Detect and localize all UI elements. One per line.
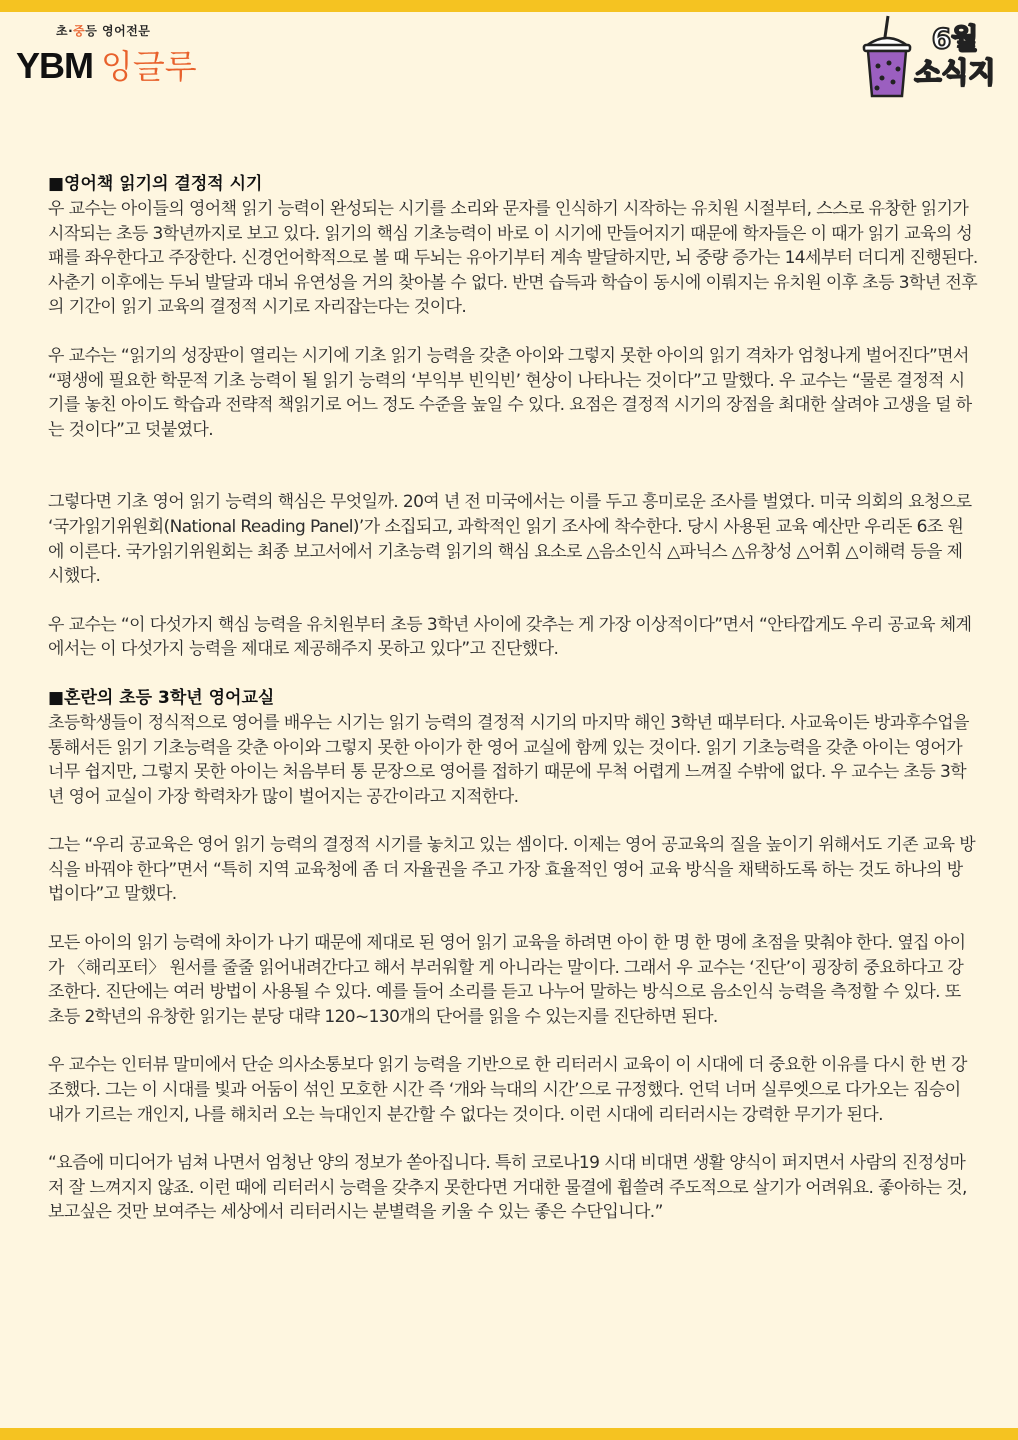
ybm-english-logo	[16, 22, 197, 88]
top-accent-bar	[0, 0, 1018, 12]
badge-text	[912, 22, 998, 90]
article-paragraph: 모든 아이의 읽기 능력에 차이가 나기 때문에 제대로 된 영어 읽기 교육을 하려면 아이 한 명 한 명에 초점을 맞춰야 한다. 옆집 아이가 〈해리포터〉 원서를 줄줄 읽어내려간다고 해서 부러워할 게 아니라는 말이다. 그래서 우 교수는 ‘진단’이 굉장히 중요하다고 강조한다. 진단에는 여러 방법이 사용될 수 있다. 예를 들어 소리를 듣고 나누어 말하는 방식으로 음소인식 능력을 측정할 수 있다. 또 초등 2학년의 유창한 읽기는 분당 대략 120~130개의 단어를 읽을 수 있는지를 진단하면 된다.	[48, 933, 966, 1027]
article-paragraph: 우 교수는 인터뷰 말미에서 단순 의사소통보다 읽기 능력을 기반으로 한 리터러시 교육이 이 시대에 더 중요한 이유를 다시 한 번 강조했다. 그는 이 시대를 빛과 어둠이 섞인 모호한 시간 즉 ‘개와 늑대의 시간’으로 규정했다. 언덕 너머 실루엣으로 다가오는 짐승이 내가 기르는 개인지, 나를 해치러 오는 늑대인지 분간할 수 없다는 것이다. 이런 시대에 리터러시는 강력한 무기가 된다.	[48, 1055, 967, 1125]
logo-sub-text: 잉글루	[101, 47, 197, 86]
article-paragraph: 우 교수는 “읽기의 성장판이 열리는 시기에 기초 읽기 능력을 갖춘 아이와 그렇지 못한 아이의 읽기 격차가 엄청나게 벌어진다”면서 “평생에 필요한 학문적 기초 능력이 될 읽기 능력의 ‘부익부 빈익빈’ 현상이 나타나는 것이다”고 말했다. 우 교수는 “물론 결정적 시기를 놓친 아이도 학습과 전략적 책읽기로 어느 정도 수준을 높일 수 있다. 요점은 결정적 시기의 장점을 최대한 살려야 고생을 덜 하는 것이다”고 덧붙였다.	[48, 345, 972, 440]
issue-badge	[862, 14, 1000, 100]
section-heading-grade3-classroom: ■혼란의 초등 3학년 영어교실	[48, 687, 275, 708]
section-heading-critical-period: ■영어책 읽기의 결정적 시기	[48, 174, 263, 194]
article-body	[48, 172, 978, 1225]
article-quote-paragraph: “요즘에 미디어가 넘쳐 나면서 엄청난 양의 정보가 쏟아집니다. 특히 코로나19 시대 비대면 생활 양식이 퍼지면서 사람의 진정성마저 잘 느껴지지 않죠. 이런 때에 리터러시 능력을 갖추지 못한다면 거대한 물결에 휩쓸려 주도적으로 살기가 어려워요. 좋아하는 것, 보고싶은 것만 보여주는 세상에서 리터러시는 분별력을 키울 수 있는 좋은 수단입니다.”	[48, 1153, 967, 1223]
logo-tagline-part2: 등 영어전문	[85, 24, 151, 38]
article-paragraph: 그는 “우리 공교육은 영어 읽기 능력의 결정적 시기를 놓치고 있는 셈이다. 이제는 영어 공교육의 질을 높이기 위해서도 기존 교육 방식을 바꿔야 한다”면서 “특히 지역 교육청에 좀 더 자율권을 주고 가장 효율적인 영어 교육 방식을 채택하도록 하는 것도 하나의 방법이다”고 말했다.	[48, 835, 976, 905]
bubble-tea-icon	[862, 14, 912, 100]
article-paragraph: 우 교수는 “이 다섯가지 핵심 능력을 유치원부터 초등 3학년 사이에 갖추는 게 가장 이상적이다”면서 “안타깝게도 우리 공교육 체계에서는 이 다섯가지 능력을 제대로 제공해주지 못하고 있다”고 진단했다.	[48, 614, 972, 660]
logo-tagline	[56, 22, 197, 39]
article-paragraph: 그렇다면 기초 영어 읽기 능력의 핵심은 무엇일까. 20여 년 전 미국에서는 이를 두고 흥미로운 조사를 벌였다. 미국 의회의 요청으로 ‘국가읽기위원회(National Reading Panel)’가 소집되고, 과학적인 읽기 조사에 착수한다. 당시 사용된 교육 예산만 우리돈 6조 원에 이른다. 국가읽기위원회는 최종 보고서에서 기초능력 읽기의 핵심 요소로 △음소인식 △파닉스 △유창성 △어휘 △이해력 등을 제시했다.	[48, 492, 972, 587]
logo-tagline-part1: 초·	[56, 24, 74, 38]
article-paragraph: 우 교수는 아이들의 영어책 읽기 능력이 완성되는 시기를 소리와 문자를 인식하기 시작하는 유치원 시절부터, 스스로 유창한 읽기가 시작되는 초등 3학년까지로 보고 있다. 읽기의 핵심 기초능력이 바로 이 시기에 만들어지기 때문에 학자들은 이 때가 읽기 교육의 성패를 좌우한다고 주장한다. 신경언어학적으로 볼 때 두뇌는 유아기부터 계속 발달하지만, 뇌 중량 증가는 14세부터 더디게 진행된다. 사춘기 이후에는 두뇌 발달과 대뇌 유연성을 거의 찾아볼 수 없다. 반면 습득과 학습이 동시에 이뤄지는 유치원 이후 초등 3학년 전후의 기간이 읽기 교육의 결정적 시기로 자리잡는다는 것이다.	[48, 199, 978, 318]
article-paragraph: 초등학생들이 정식적으로 영어를 배우는 시기는 읽기 능력의 결정적 시기의 마지막 해인 3학년 때부터다. 사교육이든 방과후수업을 통해서든 읽기 기초능력을 갖춘 아이와 그렇지 못한 아이가 한 영어 교실에 함께 있는 것이다. 읽기 기초능력을 갖춘 아이는 영어가 너무 쉽지만, 그렇지 못한 아이는 처음부터 통 문장으로 영어를 접하기 때문에 무척 어렵게 느껴질 수밖에 없다. 우 교수는 초등 3학년 영어 교실이 가장 학력차가 많이 벌어지는 공간이라고 지적한다.	[48, 712, 969, 807]
logo-ybm-text: YBM	[16, 45, 93, 86]
bottom-accent-bar	[0, 1428, 1018, 1440]
badge-title: 소식지	[914, 56, 996, 89]
badge-month: 6월	[931, 22, 979, 55]
logo-tagline-accent: 중	[73, 24, 86, 38]
logo-wordmark	[16, 41, 197, 88]
